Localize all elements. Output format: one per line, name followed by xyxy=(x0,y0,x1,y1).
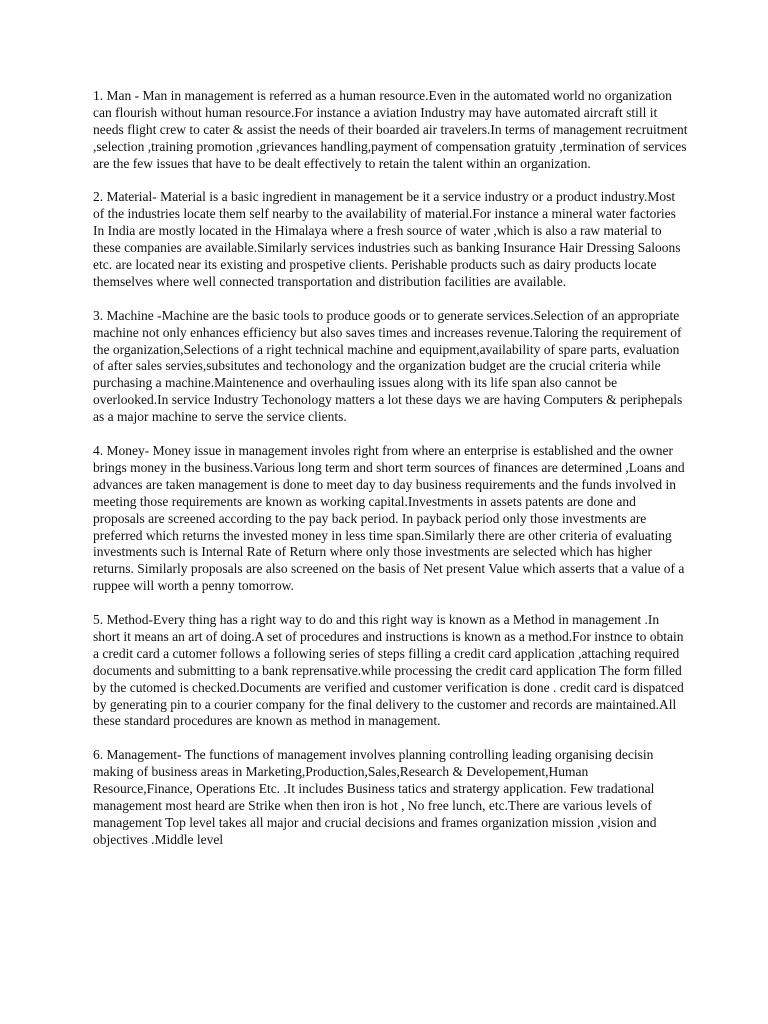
paragraph-man: 1. Man - Man in management is referred as a human resource.Even in the automated world no organization can flourish without human resource.For instance a aviation Industry may have automated aircraft still it needs flight crew to cater & assist the needs of their boarded air travelers.In terms of management recruitment ,selection ,training promotion ,grievances handling,payment of compensation gratuity ,termination of services are the few issues that have to be dealt effectively to retain the talent within an organization. xyxy=(93,88,688,171)
paragraph-money: 4. Money- Money issue in management involes right from where an enterprise is established and the owner brings money in the business.Various long term and short term sources of finances are determined ,Loans and advances are taken management is done to meet day to day business requirements and the funds involved in meeting those requirements are known as working capital.Investments in assets patents are done and proposals are screened according to the pay back period. In payback period only those investments are preferred which returns the invested money in less time span.Similarly there are other criteria of evaluating investments such is Internal Rate of Return where only those investments are selected which has higher returns. Similarly proposals are also screened on the basis of Net present Value which asserts that a value of a ruppee will worth a penny tomorrow. xyxy=(93,442,685,594)
document-page xyxy=(93,88,688,866)
paragraph-management: 6. Management- The functions of management involves planning controlling leading organising decisin making of business areas in Marketing,Production,Sales,Research & Developement,Human Resource,Finance, Operations Etc. .It includes Business tatics and stratergy application. Few tradational management most heard are Strike when then iron is hot , No free lunch, etc.There are various levels of management Top level takes all major and crucial decisions and frames organization mission ,vision and objectives .Middle level xyxy=(93,747,657,847)
paragraph-material: 2. Material- Material is a basic ingredient in management be it a service industry or a product industry.Most of the industries locate them self nearby to the availability of material.For instance a mineral water factories In India are mostly located in the Himalaya where a fresh source of water ,which is also a raw material to these companies are available.Similarly services industries such as banking Insurance Hair Dressing Saloons etc. are located near its existing and prospetive clients. Perishable products such as dairy products locate themselves where well connected transportation and distribution facilities are available. xyxy=(93,189,681,289)
paragraph-machine: 3. Machine -Machine are the basic tools to produce goods or to generate services.Selection of an appropriate machine not only enhances efficiency but also saves times and increases revenue.Taloring the requirement of the organization,Selections of a right technical machine and equipment,availability of spare parts, evaluation of after sales servies,subsitutes and techonology and the organization budget are the crucial criteria while purchasing a machine.Maintenence and overhauling issues along with its life span also cannot be overlooked.In service Industry Techonology matters a lot these days we are having Computers & periphepals as a major machine to serve the service clients. xyxy=(93,307,683,425)
paragraph-method: 5. Method-Every thing has a right way to do and this right way is known as a Method in management .In short it means an art of doing.A set of procedures and instructions is known as a method.For instnce to obtain a credit card a cutomer follows a following series of steps filling a credit card application ,attaching required documents and submitting to a bank reprensative.while processing the credit card application The form filled by the cutomed is checked.Documents are verified and customer verification is done . credit card is dispatced by generating pin to a courier company for the final delivery to the customer and records are maintained.All these standard procedures are known as method in management. xyxy=(93,612,684,729)
